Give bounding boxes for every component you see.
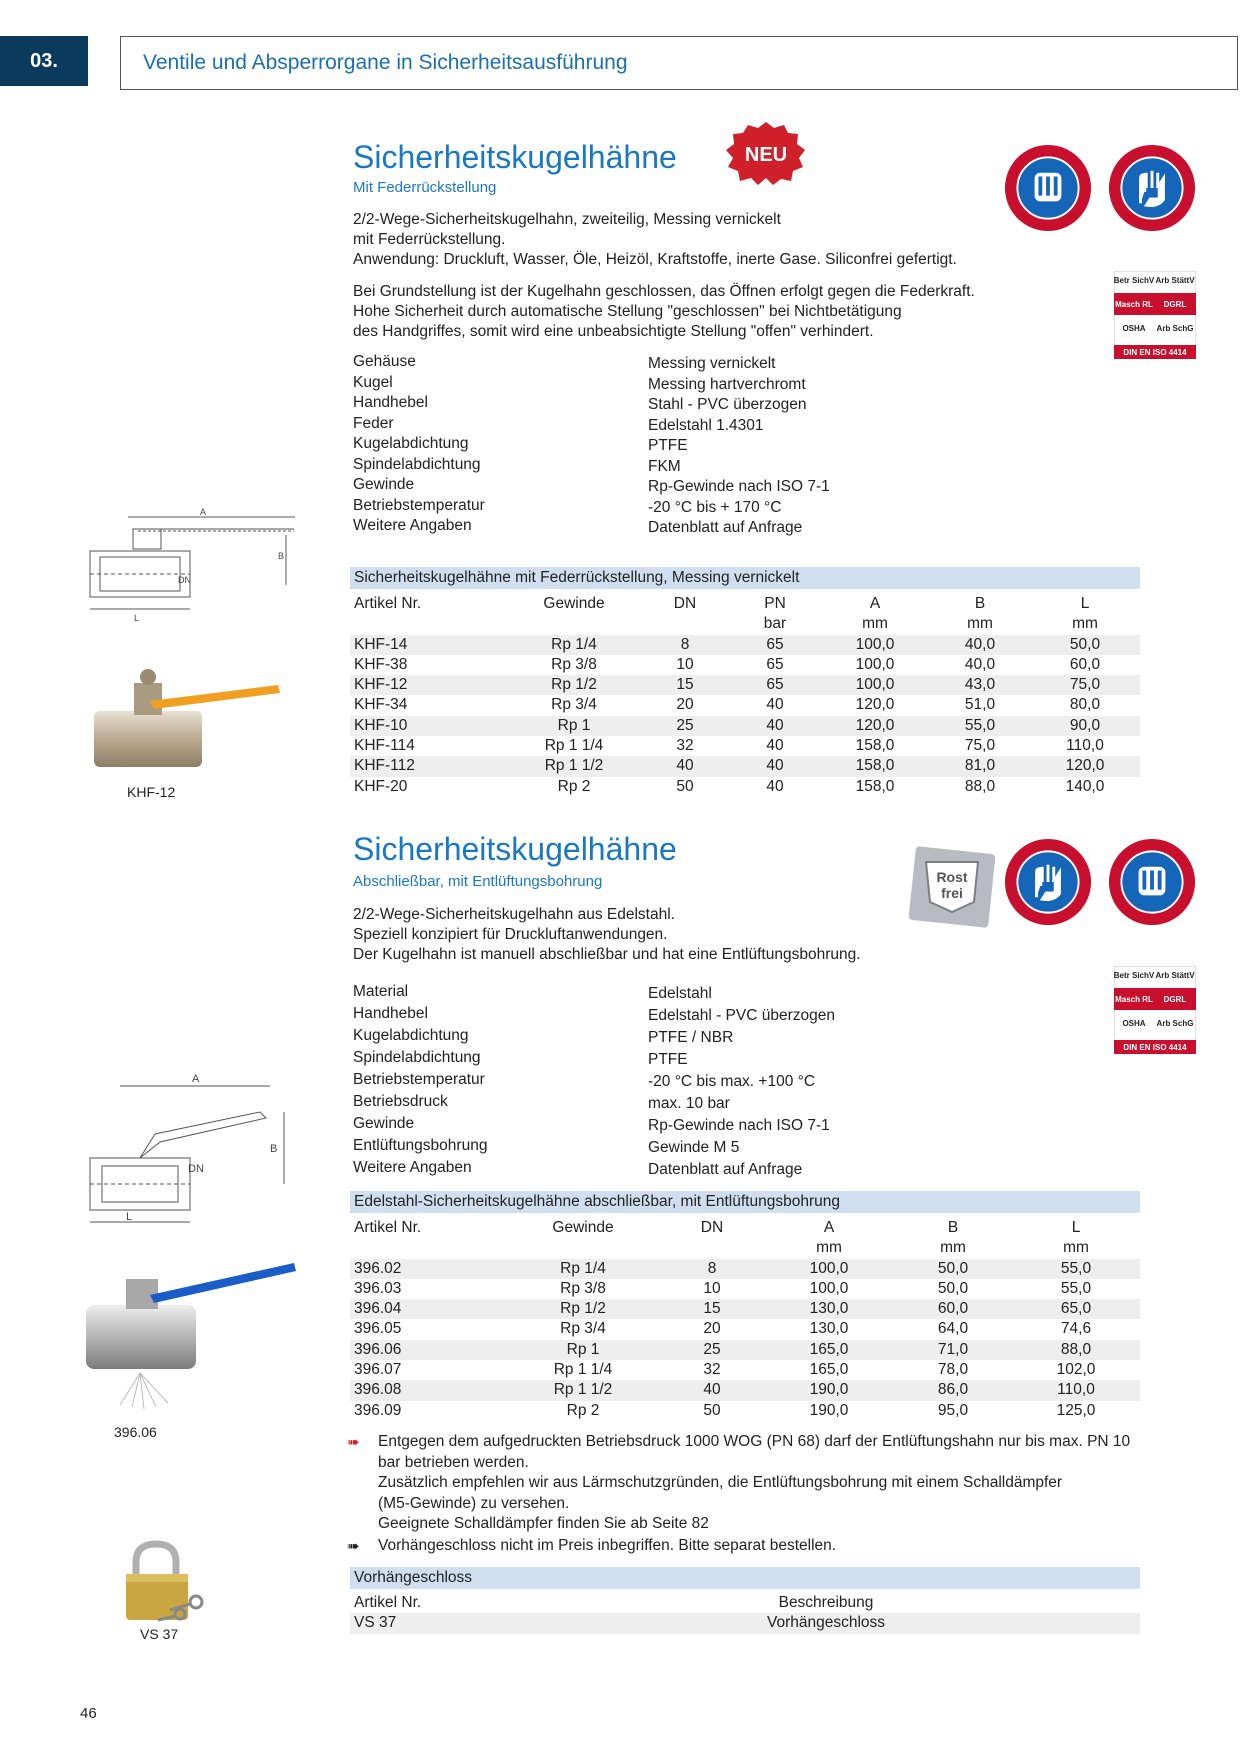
table-row: 396.04 Rp 1/2 15 130,0 60,0 65,0: [350, 1299, 1140, 1319]
table-row: KHF-14 Rp 1/4 8 65 100,0 40,0 50,0: [350, 635, 1140, 655]
ball-valve-photo-khf12: [88, 665, 288, 775]
table-units-row: bar mm mm mm: [763, 615, 1098, 633]
svg-text:DGRL: DGRL: [1163, 995, 1187, 1004]
svg-text:DGRL: DGRL: [1163, 300, 1187, 309]
svg-text:Arb StättV: Arb StättV: [1155, 276, 1195, 285]
table-row: 396.09 Rp 2 50 190,0 95,0 125,0: [354, 1401, 1096, 1419]
table-header-row: Artikel Nr. Gewinde DN A B L: [354, 1219, 1081, 1236]
svg-text:L: L: [134, 613, 140, 623]
compliance-badge-icon: [1114, 966, 1196, 1054]
svg-text:OSHA: OSHA: [1122, 324, 1146, 333]
table-row: KHF-10 Rp 1 25 40 120,0 55,0 90,0: [350, 716, 1140, 736]
svg-text:Rost: Rost: [936, 869, 968, 885]
no-access-badge-icon: [1004, 838, 1092, 926]
note-arrow-icon: ➠: [347, 1434, 360, 1451]
table-row: KHF-12 Rp 1/2 15 65 100,0 43,0 75,0: [350, 675, 1140, 695]
table-row: VS 37 Vorhängeschloss: [350, 1613, 1140, 1633]
svg-text:Masch RL: Masch RL: [1115, 300, 1153, 309]
table-row: 396.05 Rp 3/4 20 130,0 64,0 74,6: [354, 1320, 1092, 1338]
svg-text:A: A: [200, 507, 207, 517]
svg-text:DN: DN: [178, 575, 191, 585]
new-badge-icon: [724, 120, 808, 186]
svg-text:DIN EN ISO 4414: DIN EN ISO 4414: [1123, 1043, 1187, 1052]
photo1-caption: KHF-12: [127, 784, 176, 800]
svg-text:frei: frei: [941, 885, 963, 901]
compliance-badge-icon: [1114, 271, 1196, 359]
note-arrow-icon: ➠: [347, 1538, 360, 1555]
table1-title: Sicherheitskugelhähne mit Federrückstellung, Messing vernickelt: [350, 567, 1140, 589]
injury-protection-badge-icon: [1004, 144, 1092, 232]
chapter-number: 03.: [0, 36, 88, 86]
svg-text:Betr SichV: Betr SichV: [1114, 276, 1155, 285]
note-pressure: Entgegen dem aufgedruckten Betriebsdruck 1000 WOG (PN 68) darf der Entlüftungshahn nur bis max. PN 10 bar betrieben werden. Zusätzlich empfehlen wir aus Lärmschutzgründen, die Entlüftungsbohrung mit einem Schalldämpfer (M5-Gewinde) zu versehen. Geeignete Schalldämpfer finden Sie ab Seite 82: [378, 1433, 1131, 1532]
section1-subtitle: Mit Federrückstellung: [353, 179, 497, 196]
svg-text:Arb SchG: Arb SchG: [1156, 1019, 1194, 1028]
table-row: 396.03 Rp 3/8 10 100,0 50,0 55,0: [354, 1279, 1092, 1297]
svg-text:B: B: [270, 1143, 278, 1155]
svg-text:A: A: [192, 1073, 200, 1085]
svg-text:Betr SichV: Betr SichV: [1114, 971, 1155, 980]
table2: [350, 1218, 1140, 1421]
svg-text:Masch RL: Masch RL: [1115, 995, 1153, 1004]
photo3-caption: VS 37: [140, 1626, 179, 1642]
chapter-header: [120, 36, 1238, 90]
section1-description: 2/2-Wege-Sicherheitskugelhahn, zweiteilig, Messing vernickelt mit Federrückstellung. Anwendung: Druckluft, Wasser, Öle, Heizöl, Kraftstoffe, inerte Gase. Siliconfrei gefertigt.: [353, 211, 957, 268]
table-header-row: Artikel Nr. Gewinde DN PN A B L: [354, 595, 1090, 612]
svg-text:Arb SchG: Arb SchG: [1156, 324, 1194, 333]
table2-title: Edelstahl-Sicherheitskugelhähne abschließbar, mit Entlüftungsbohrung: [350, 1191, 1140, 1213]
svg-text:Arb StättV: Arb StättV: [1155, 971, 1195, 980]
svg-text:DN: DN: [188, 1163, 204, 1175]
svg-text:NEU: NEU: [744, 144, 788, 166]
ball-valve-drawing-1: [80, 505, 300, 625]
svg-text:OSHA: OSHA: [1122, 1019, 1146, 1028]
table-units-row: mm mm mm: [816, 1239, 1089, 1257]
ball-valve-drawing-2: [80, 1072, 300, 1232]
table-row: KHF-38 Rp 3/8 10 65 100,0 40,0 60,0: [354, 655, 1101, 673]
table3: [350, 1593, 1140, 1634]
section1-function-text: Bei Grundstellung ist der Kugelhahn geschlossen, das Öffnen erfolgt gegen die Federkraft. Hohe Sicherheit durch automatische Stellung "geschlossen" bei Nichtbetätigung des Handgriffes, somit wird eine unbeabsichtigte Stellung "offen" verhindert.: [353, 283, 975, 340]
section1-title: Sicherheitskugelhähne: [353, 139, 677, 175]
chapter-title: Ventile und Absperrorgane in Sicherheitsausführung: [143, 51, 628, 74]
table-row: 396.02 Rp 1/4 8 100,0 50,0 55,0: [350, 1259, 1140, 1279]
section2-title: Sicherheitskugelhähne: [353, 831, 677, 867]
section2-description: 2/2-Wege-Sicherheitskugelhahn aus Edelstahl. Speziell konzipiert für Druckluftanwendungen. Der Kugelhahn ist manuell abschließbar und hat eine Entlüftungsbohrung.: [353, 906, 861, 963]
page-number: 46: [80, 1705, 97, 1722]
table-row: 396.06 Rp 1 25 165,0 71,0 88,0: [350, 1340, 1140, 1360]
table-row: KHF-112 Rp 1 1/2 40 40 158,0 81,0 120,0: [350, 756, 1140, 776]
photo2-caption: 396.06: [114, 1424, 157, 1440]
table-row: 396.08 Rp 1 1/2 40 190,0 86,0 110,0: [350, 1380, 1140, 1400]
svg-text:L: L: [126, 1211, 133, 1223]
svg-text:DIN EN ISO 4414: DIN EN ISO 4414: [1123, 348, 1187, 357]
table-row: KHF-34 Rp 3/4 20 40 120,0 51,0 80,0: [354, 696, 1101, 714]
injury-protection-badge-icon: [1108, 838, 1196, 926]
table-header-row: Artikel Nr. Beschreibung: [354, 1594, 874, 1611]
note-padlock: Vorhängeschloss nicht im Preis inbegriffen. Bitte separat bestellen.: [378, 1537, 837, 1554]
table1: [350, 594, 1140, 797]
padlock-photo: [118, 1540, 218, 1630]
svg-text:B: B: [278, 551, 285, 561]
table-row: KHF-114 Rp 1 1/4 32 40 158,0 75,0 110,0: [354, 737, 1104, 755]
table-row: 396.07 Rp 1 1/4 32 165,0 78,0 102,0: [354, 1361, 1096, 1379]
table-row: KHF-20 Rp 2 50 40 158,0 88,0 140,0: [354, 777, 1105, 795]
section2-subtitle: Abschließbar, mit Entlüftungsbohrung: [353, 873, 603, 890]
ball-valve-photo-396-06: [80, 1255, 300, 1415]
table3-title: Vorhängeschloss: [350, 1567, 1140, 1589]
no-access-badge-icon: [1108, 144, 1196, 232]
